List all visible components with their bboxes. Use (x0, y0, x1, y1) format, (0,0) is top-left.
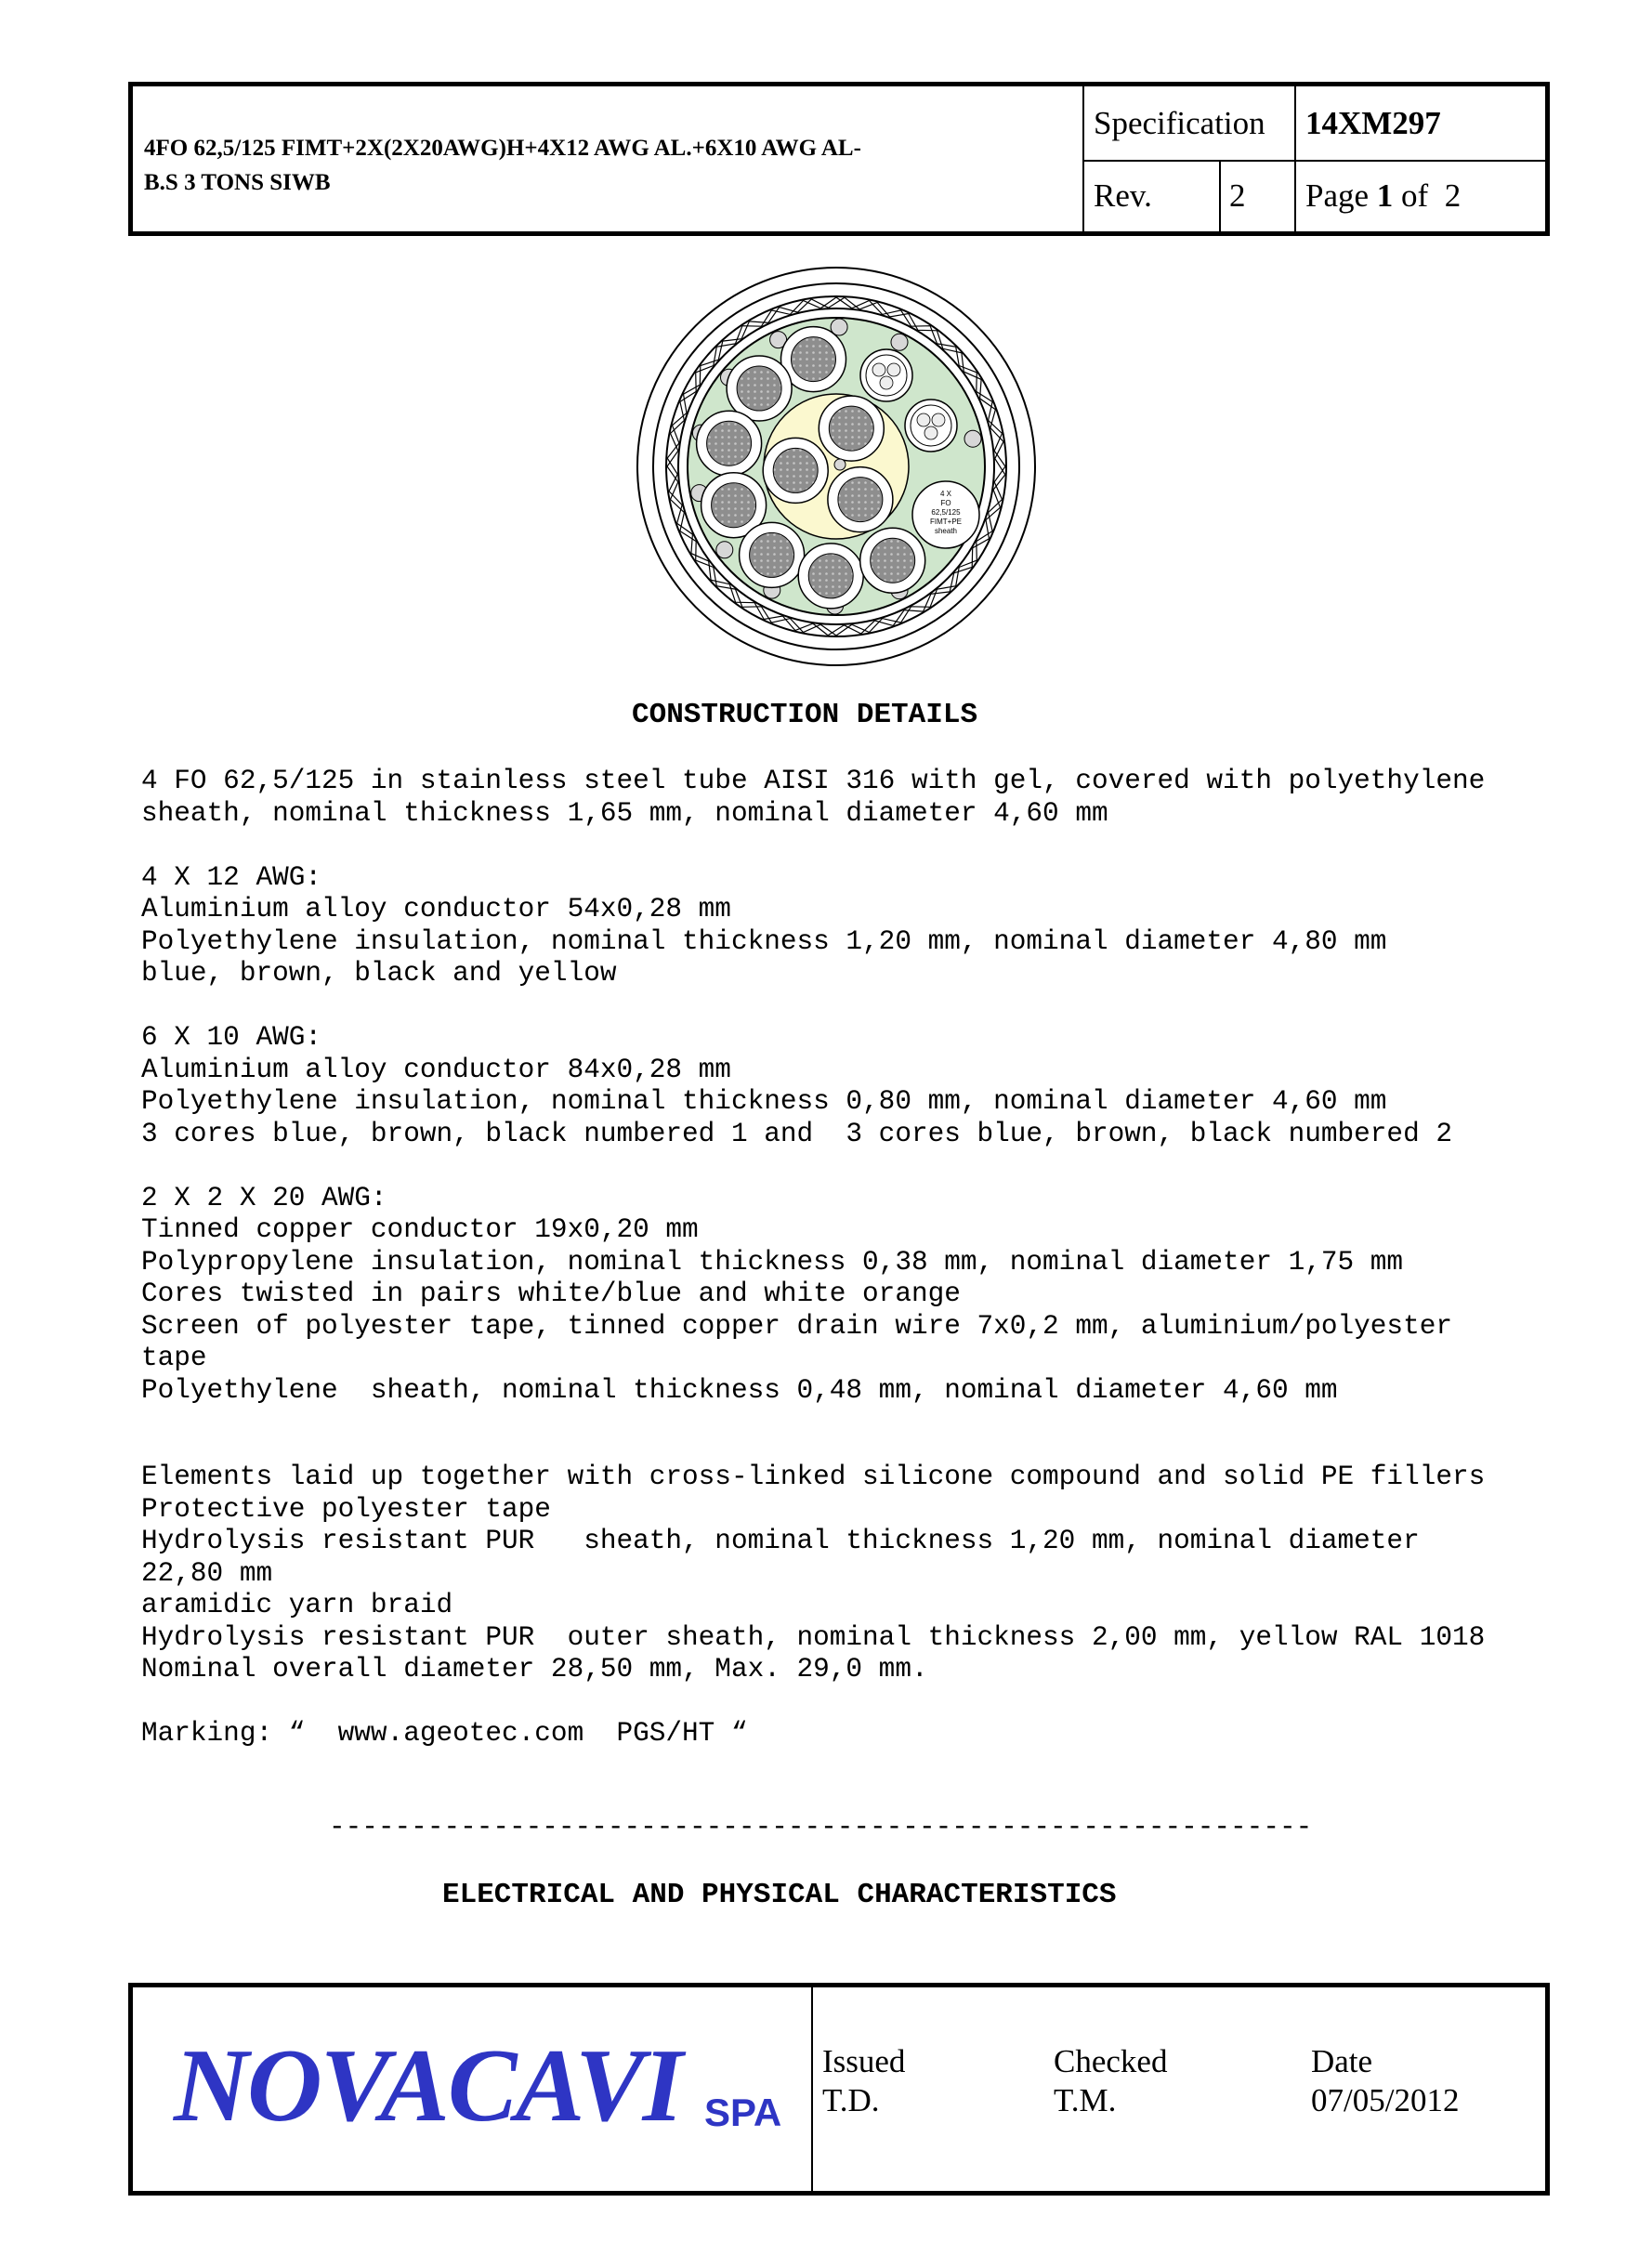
fo-label-text: 62,5/125 (931, 508, 961, 517)
construction-heading: CONSTRUCTION DETAILS (632, 699, 978, 731)
construction-line: blue, brown, black and yellow (141, 958, 617, 989)
fo-label-text: 4 X (939, 490, 952, 498)
construction-line: Screen of polyester tape, tinned copper drain wire 7x0,2 mm, aluminium/polyester (141, 1310, 1452, 1342)
spec-value: 14XM297 (1305, 105, 1441, 141)
page-indicator: Page 1 of 2 (1305, 177, 1462, 214)
divider (1082, 86, 1084, 231)
date-label: Date (1311, 2043, 1373, 2079)
page-current: 1 (1376, 177, 1394, 214)
construction-line: 4 FO 62,5/125 in stainless steel tube AISI 316 with gel, covered with polyethylene (141, 766, 1486, 796)
assembly-text (141, 1462, 1485, 1686)
conductor-core (707, 421, 752, 465)
divider (811, 1987, 813, 2191)
fo-label-text: FIMT+PE (929, 518, 963, 526)
pair-core (917, 413, 930, 426)
footer-table (128, 1983, 1550, 2196)
construction-line: Polyethylene sheath, nominal thickness 0,48 mm, nominal diameter 4,60 mm (141, 1374, 1338, 1406)
pair-core (880, 376, 893, 389)
construction-line: 4 X 12 AWG: (141, 861, 322, 893)
novacavi-logo: NOVACAVI (174, 2028, 682, 2144)
assembly-line: 22,80 mm (141, 1557, 273, 1589)
spec-label: Specification (1094, 105, 1265, 141)
center-filler-small (834, 459, 846, 470)
checked-label: Checked (1054, 2043, 1168, 2079)
small-filler (964, 430, 981, 447)
construction-line: Aluminium alloy conductor 54x0,28 mm (141, 894, 731, 924)
conductor-core (737, 366, 781, 411)
construction-line: tape (141, 1343, 207, 1373)
assembly-line: Hydrolysis resistant PUR outer sheath, nominal thickness 2,00 mm, yellow RAL 1018 (141, 1621, 1486, 1653)
pair-core (887, 363, 900, 376)
construction-line: Polyethylene insulation, nominal thickness 0,80 mm, nominal diameter 4,60 mm (141, 1086, 1387, 1117)
issued-value: T.D. (822, 2082, 880, 2118)
title-line-1: 4FO 62,5/125 FIMT+2X(2X20AWG)H+4X12 AWG AL.+6X10 AWG AL- (144, 136, 861, 161)
assembly-line: Protective polyester tape (141, 1493, 551, 1525)
checked-value: T.M. (1054, 2082, 1117, 2118)
rev-value: 2 (1229, 177, 1246, 214)
assembly-line: Nominal overall diameter 28,50 mm, Max. 29,0 mm. (141, 1654, 928, 1685)
construction-line: Tinned copper conductor 19x0,20 mm (141, 1214, 699, 1245)
small-filler (716, 542, 733, 558)
construction-line: Cores twisted in pairs white/blue and white orange (141, 1278, 961, 1309)
construction-line: 6 X 10 AWG: (141, 1022, 322, 1053)
construction-line: sheath, nominal thickness 1,65 mm, nominal diameter 4,60 mm (141, 797, 1108, 829)
construction-line: 2 X 2 X 20 AWG: (141, 1182, 387, 1213)
cable-cross-section-diagram (632, 262, 1041, 671)
conductor-core (838, 478, 883, 522)
header-table (128, 82, 1550, 236)
pair-core (872, 363, 885, 376)
fo-label-text: FO (940, 499, 951, 507)
assembly-line: Elements laid up together with cross-linked silicone compound and solid PE fillers (141, 1462, 1486, 1492)
page-total: 2 (1444, 177, 1462, 214)
conductor-core (792, 337, 836, 382)
conductor-core (808, 554, 853, 598)
section-divider: ------------------------------------------------------------ (329, 1812, 1313, 1842)
conductor-core (871, 538, 915, 583)
construction-line: Polyethylene insulation, nominal thickness 1,20 mm, nominal diameter 4,80 mm (141, 925, 1387, 957)
pair-core (932, 413, 945, 426)
assembly-line: Hydrolysis resistant PUR sheath, nominal thickness 1,20 mm, nominal diameter (141, 1526, 1420, 1556)
construction-line: 3 cores blue, brown, black numbered 1 and 3 cores blue, brown, black numbered 2 (141, 1118, 1452, 1149)
divider (1294, 86, 1296, 231)
marking-text: Marking: “ www.ageotec.com PGS/HT “ (141, 1718, 748, 1749)
rev-label: Rev. (1094, 177, 1152, 214)
novacavi-logo-suffix: SPA (704, 2091, 782, 2134)
small-filler (891, 334, 908, 350)
conductor-core (773, 448, 818, 492)
divider (1082, 160, 1545, 162)
construction-details-text (141, 766, 1485, 1407)
construction-line: Polypropylene insulation, nominal thickness 0,38 mm, nominal diameter 1,75 mm (141, 1246, 1404, 1278)
construction-line: Aluminium alloy conductor 84x0,28 mm (141, 1054, 731, 1085)
conductor-core (829, 406, 873, 451)
title-line-2: B.S 3 TONS SIWB (144, 170, 331, 195)
issued-label: Issued (822, 2043, 906, 2079)
assembly-line: aramidic yarn braid (141, 1590, 453, 1620)
pair-core (924, 426, 937, 439)
fo-label-text: sheath (934, 527, 958, 535)
divider (1219, 161, 1221, 231)
document-title (144, 131, 1203, 200)
conductor-core (712, 483, 756, 528)
date-value: 07/05/2012 (1311, 2082, 1460, 2118)
conductor-core (750, 532, 794, 577)
electrical-heading: ELECTRICAL AND PHYSICAL CHARACTERISTICS (442, 1879, 1117, 1911)
